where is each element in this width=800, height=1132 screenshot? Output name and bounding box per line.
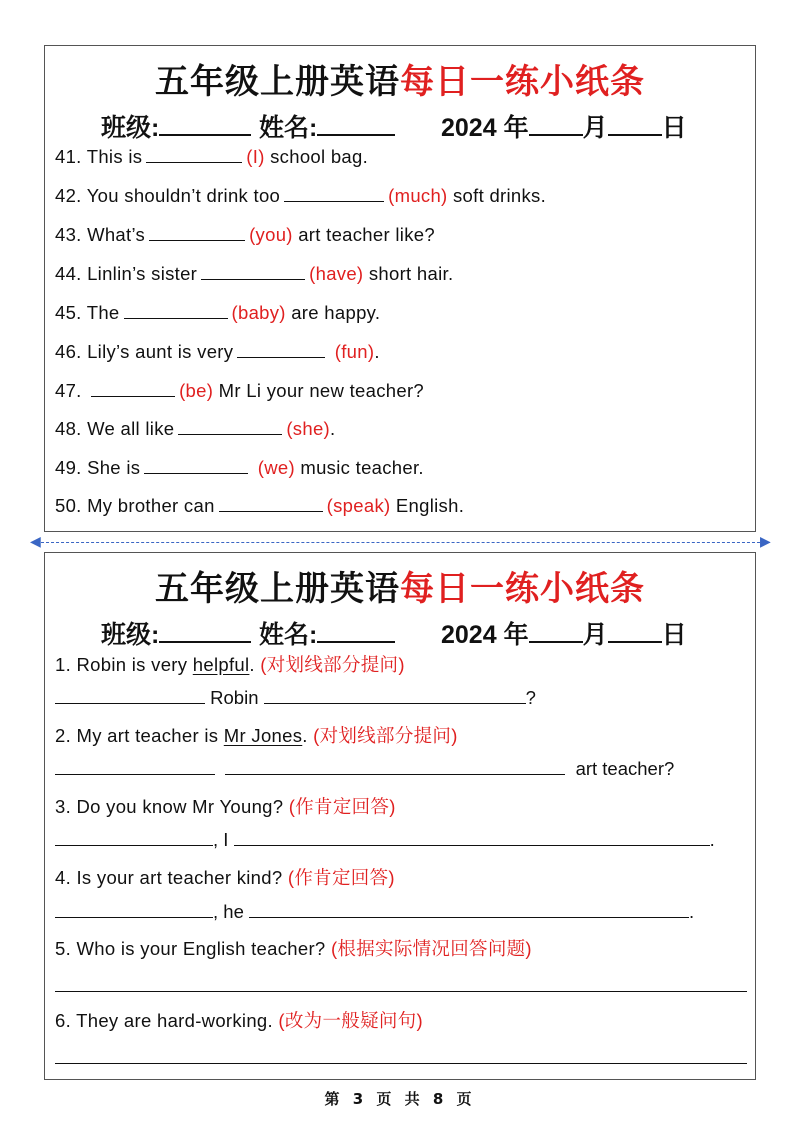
class-field[interactable]: 班级:: [101, 108, 251, 144]
answer-blank[interactable]: [219, 495, 323, 512]
question-45: 45. The (baby) are happy.: [55, 302, 381, 323]
answer-blank[interactable]: [178, 418, 282, 435]
class-field[interactable]: 班级:: [101, 615, 251, 651]
question-49: 49. She is (we) music teacher.: [55, 457, 424, 478]
title-black-part: 五年级上册英语: [155, 62, 400, 102]
card-title: [45, 54, 755, 103]
answer-blank[interactable]: [149, 224, 245, 241]
page-footer: 第 3 页 共 8 页: [324, 1090, 476, 1108]
question-47: 47. (be) Mr Li your new teacher?: [55, 380, 424, 401]
question-4: 4. Is your art teacher kind? (作肯定回答): [55, 867, 395, 888]
answer-line-1[interactable]: Robin ?: [55, 687, 536, 709]
cut-divider: [36, 542, 770, 543]
question-43: 43. What’s (you) art teacher like?: [55, 224, 435, 245]
answer-line-4[interactable]: , he .: [55, 901, 694, 923]
student-info-line: [101, 615, 715, 647]
answer-line-5[interactable]: [55, 991, 747, 992]
answer-blank[interactable]: [91, 380, 175, 397]
date-field[interactable]: 2024 年 月 日: [441, 621, 687, 649]
question-1: 1. Robin is very helpful. (对划线部分提问): [55, 654, 405, 675]
card-title: [45, 561, 755, 610]
question-41: 41. This is (I) school bag.: [55, 146, 369, 167]
name-field[interactable]: 姓名:: [259, 615, 395, 651]
question-3: 3. Do you know Mr Young? (作肯定回答): [55, 796, 396, 817]
title-red-part: 每日一练小纸条: [400, 569, 645, 609]
answer-blank[interactable]: [237, 341, 325, 358]
date-field[interactable]: 2024 年 月 日: [441, 114, 687, 142]
question-5: 5. Who is your English teacher? (根据实际情况回答问题): [55, 938, 532, 959]
question-2: 2. My art teacher is Mr Jones. (对划线部分提问): [55, 725, 458, 746]
student-info-line: [101, 108, 715, 140]
question-6: 6. They are hard-working. (改为一般疑问句): [55, 1010, 423, 1031]
answer-line-6[interactable]: [55, 1063, 747, 1064]
question-50: 50. My brother can (speak) English.: [55, 495, 465, 516]
answer-line-2[interactable]: art teacher?: [55, 758, 674, 780]
answer-line-3[interactable]: , I .: [55, 829, 715, 851]
name-field[interactable]: 姓名:: [259, 108, 395, 144]
answer-blank[interactable]: [146, 146, 242, 163]
exercise-card-top: [44, 45, 756, 532]
title-red-part: 每日一练小纸条: [400, 62, 645, 102]
exercise-card-bottom: [44, 552, 756, 1080]
question-42: 42. You shouldn’t drink too (much) soft drinks.: [55, 185, 547, 206]
answer-blank[interactable]: [201, 263, 305, 280]
question-48: 48. We all like (she).: [55, 418, 336, 439]
question-46: 46. Lily’s aunt is very (fun).: [55, 341, 380, 362]
question-44: 44. Linlin’s sister (have) short hair.: [55, 263, 454, 284]
answer-blank[interactable]: [284, 185, 384, 202]
answer-blank[interactable]: [124, 302, 228, 319]
title-black-part: 五年级上册英语: [155, 569, 400, 609]
arrow-right-icon: ▶: [760, 534, 771, 550]
arrow-left-icon: ◀: [30, 534, 41, 550]
answer-blank[interactable]: [144, 457, 248, 474]
